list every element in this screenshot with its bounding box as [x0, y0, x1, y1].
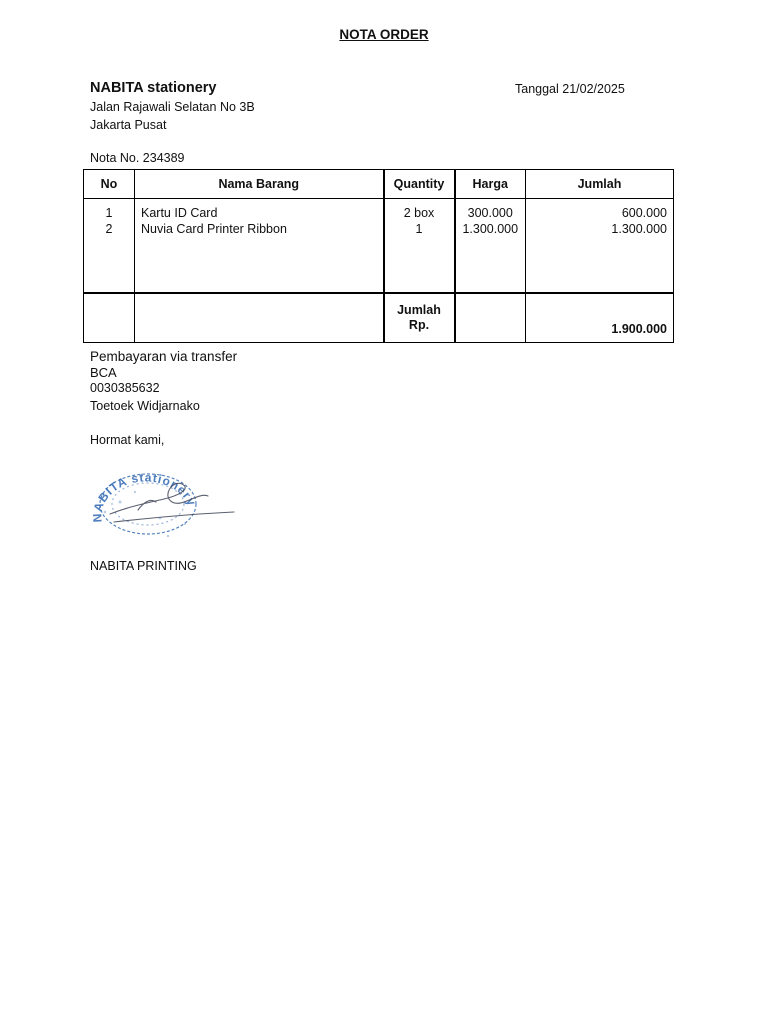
total-empty-no — [84, 293, 135, 343]
row-1-amount: 600.000 — [621, 206, 667, 220]
row-2-price: 1.300.000 — [462, 222, 519, 236]
row-1-qty: 2 box — [403, 206, 435, 220]
nota-number: Nota No. 234389 — [90, 151, 185, 165]
company-address-line1: Jalan Rajawali Selatan No 3B — [90, 100, 255, 114]
header-quantity: Quantity — [384, 170, 455, 199]
header-item-name: Nama Barang — [135, 170, 384, 199]
row-2-qty: 1 — [415, 222, 423, 236]
svg-text:NABITA stationery: NABITA stationery — [90, 470, 200, 523]
row-1-item: Kartu ID Card — [141, 206, 218, 220]
document-title: NOTA ORDER — [339, 27, 429, 42]
total-empty-item — [135, 293, 384, 343]
stamp-icon — [90, 462, 240, 544]
company-name: NABITA stationery — [90, 80, 217, 96]
header-price: Harga — [455, 170, 526, 199]
total-empty-price — [455, 293, 526, 343]
table-header-row — [84, 170, 674, 199]
payment-account-name: Toetoek Widjarnako — [90, 399, 200, 413]
row-1-no: 1 — [105, 206, 113, 220]
order-items-table — [83, 169, 674, 343]
row-2-item: Nuvia Card Printer Ribbon — [141, 222, 287, 236]
total-label-line1: Jumlah — [397, 303, 441, 317]
payment-bank: BCA — [90, 365, 117, 380]
header-amount: Jumlah — [526, 170, 674, 199]
column-amount — [526, 199, 674, 294]
signer-name: NABITA PRINTING — [90, 559, 197, 573]
column-price — [455, 199, 526, 294]
payment-title: Pembayaran via transfer — [90, 349, 238, 364]
total-label-line2: Rp. — [408, 318, 430, 332]
stamp-signature-image — [90, 462, 240, 544]
row-2-no: 2 — [105, 222, 113, 236]
table-items-body — [84, 199, 674, 294]
column-item-name — [135, 199, 384, 294]
closing-regards: Hormat kami, — [90, 433, 165, 447]
row-1-price: 300.000 — [467, 206, 513, 220]
column-quantity — [384, 199, 455, 294]
table-total-row — [84, 293, 674, 343]
payment-account-number: 0030385632 — [90, 381, 160, 395]
header-no: No — [84, 170, 135, 199]
invoice-date: Tanggal 21/02/2025 — [515, 82, 625, 96]
column-no — [84, 199, 135, 294]
total-label — [384, 293, 455, 343]
row-2-amount: 1.300.000 — [611, 222, 667, 236]
company-address-line2: Jakarta Pusat — [90, 118, 167, 132]
total-amount: 1.900.000 — [526, 293, 674, 343]
